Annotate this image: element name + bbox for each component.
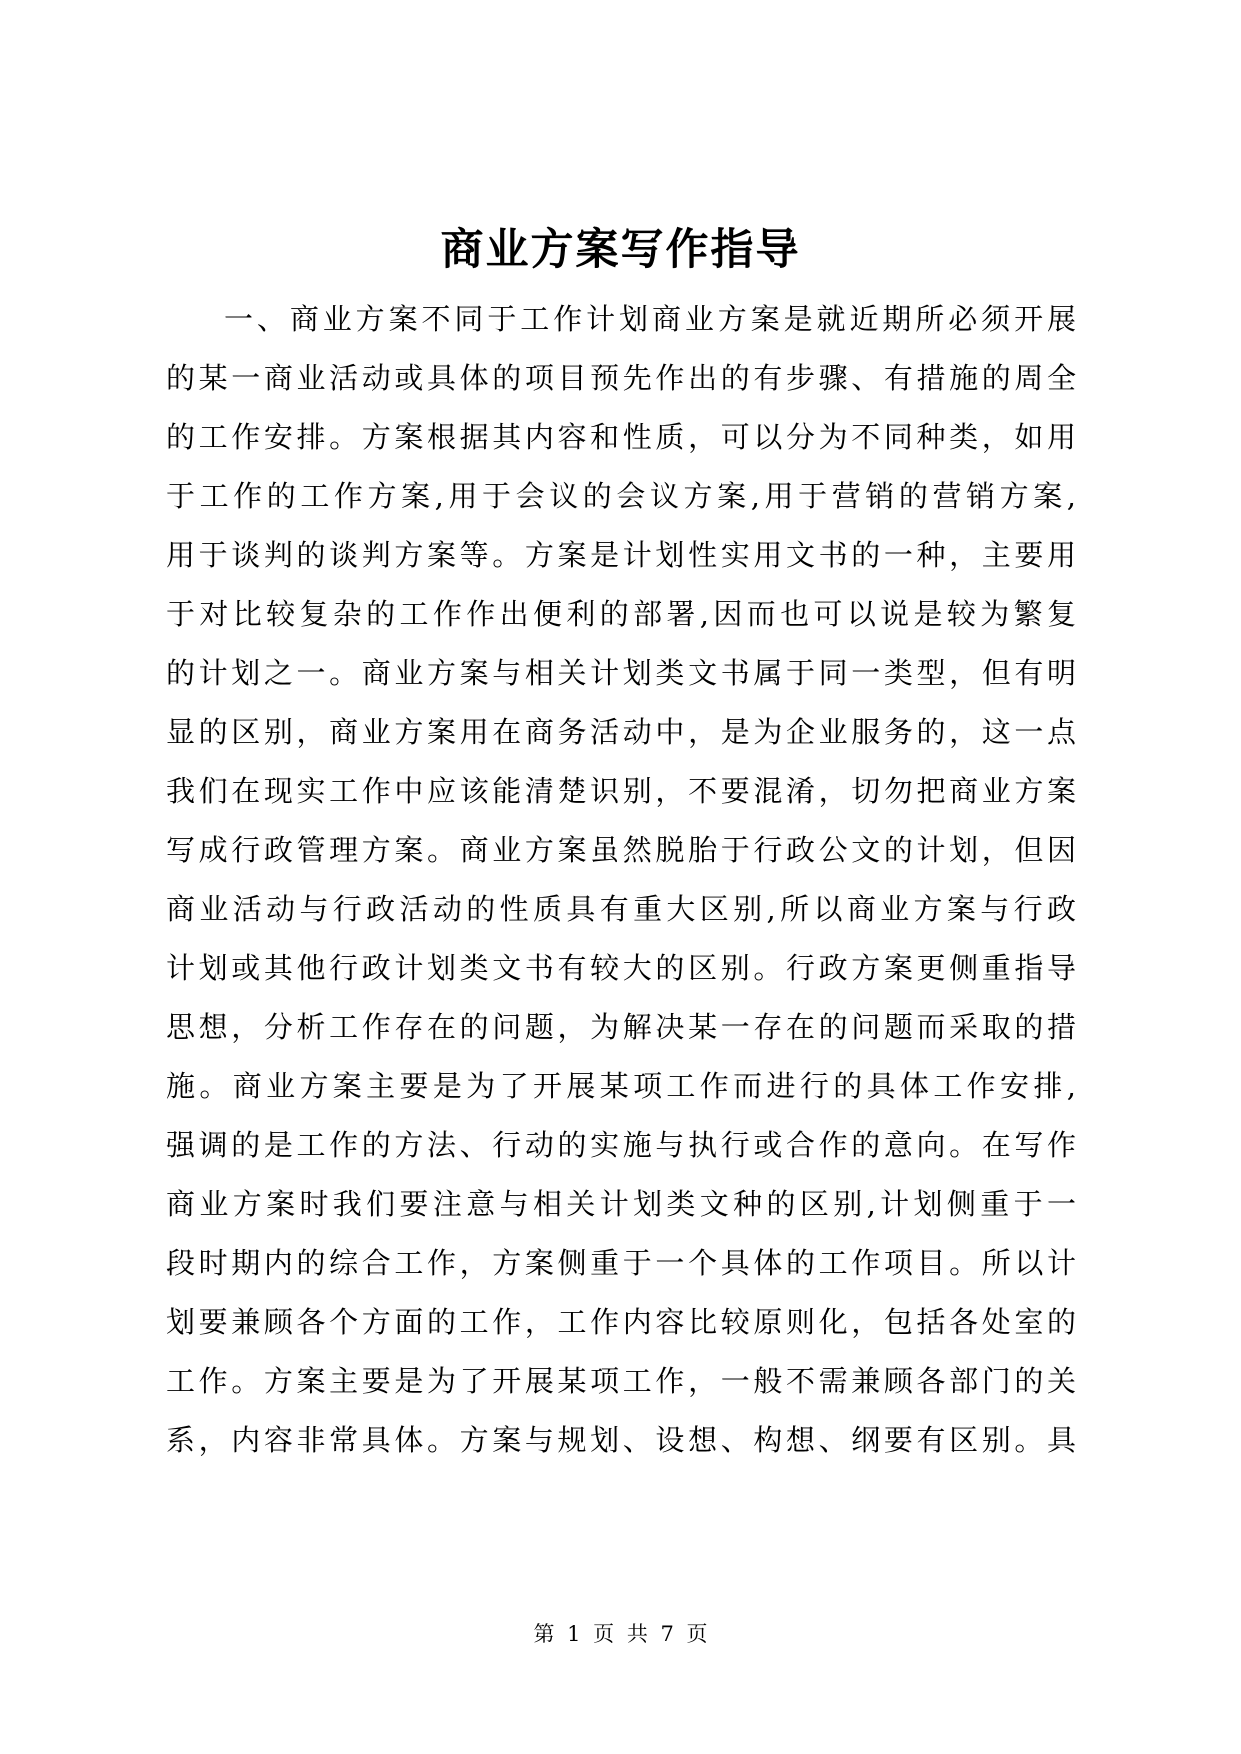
body-line: 的某一商业活动或具体的项目预先作出的有步骤、有措施的周全 <box>166 361 1076 395</box>
body-line: 写成行政管理方案。商业方案虽然脱胎于行政公文的计划，但因 <box>166 833 1076 867</box>
body-line: 划要兼顾各个方面的工作，工作内容比较原则化，包括各处室的 <box>166 1305 1076 1339</box>
body-line: 的工作安排。方案根据其内容和性质，可以分为不同种类，如用 <box>166 420 1076 454</box>
body-line: 于工作的工作方案,用于会议的会议方案,用于营销的营销方案, <box>166 479 1076 513</box>
body-line: 显的区别，商业方案用在商务活动中，是为企业服务的，这一点 <box>166 715 1076 749</box>
document-title: 商业方案写作指导 <box>440 225 801 275</box>
document-body <box>166 290 1076 1470</box>
body-line: 的计划之一。商业方案与相关计划类文书属于同一类型，但有明 <box>166 656 1076 690</box>
body-line: 于对比较复杂的工作作出便利的部署,因而也可以说是较为繁复 <box>166 597 1076 631</box>
body-line: 工作。方案主要是为了开展某项工作，一般不需兼顾各部门的关 <box>166 1364 1076 1398</box>
body-line: 段时期内的综合工作，方案侧重于一个具体的工作项目。所以计 <box>166 1246 1076 1280</box>
body-line: 商业方案时我们要注意与相关计划类文种的区别,计划侧重于一 <box>166 1187 1076 1221</box>
body-line: 施。商业方案主要是为了开展某项工作而进行的具体工作安排, <box>166 1069 1076 1103</box>
body-line: 系，内容非常具体。方案与规划、设想、构想、纲要有区别。具 <box>166 1423 1076 1457</box>
body-line: 强调的是工作的方法、行动的实施与执行或合作的意向。在写作 <box>166 1128 1076 1162</box>
body-line: 计划或其他行政计划类文书有较大的区别。行政方案更侧重指导 <box>166 951 1076 985</box>
body-line: 用于谈判的谈判方案等。方案是计划性实用文书的一种，主要用 <box>166 538 1076 572</box>
page-number-footer: 第 1 页 共 7 页 <box>533 1622 708 1646</box>
body-line: 我们在现实工作中应该能清楚识别，不要混淆，切勿把商业方案 <box>166 774 1076 808</box>
body-line: 一、商业方案不同于工作计划商业方案是就近期所必须开展 <box>224 302 1076 336</box>
body-line: 商业活动与行政活动的性质具有重大区别,所以商业方案与行政 <box>166 892 1076 926</box>
body-line: 思想，分析工作存在的问题，为解决某一存在的问题而采取的措 <box>166 1010 1076 1044</box>
